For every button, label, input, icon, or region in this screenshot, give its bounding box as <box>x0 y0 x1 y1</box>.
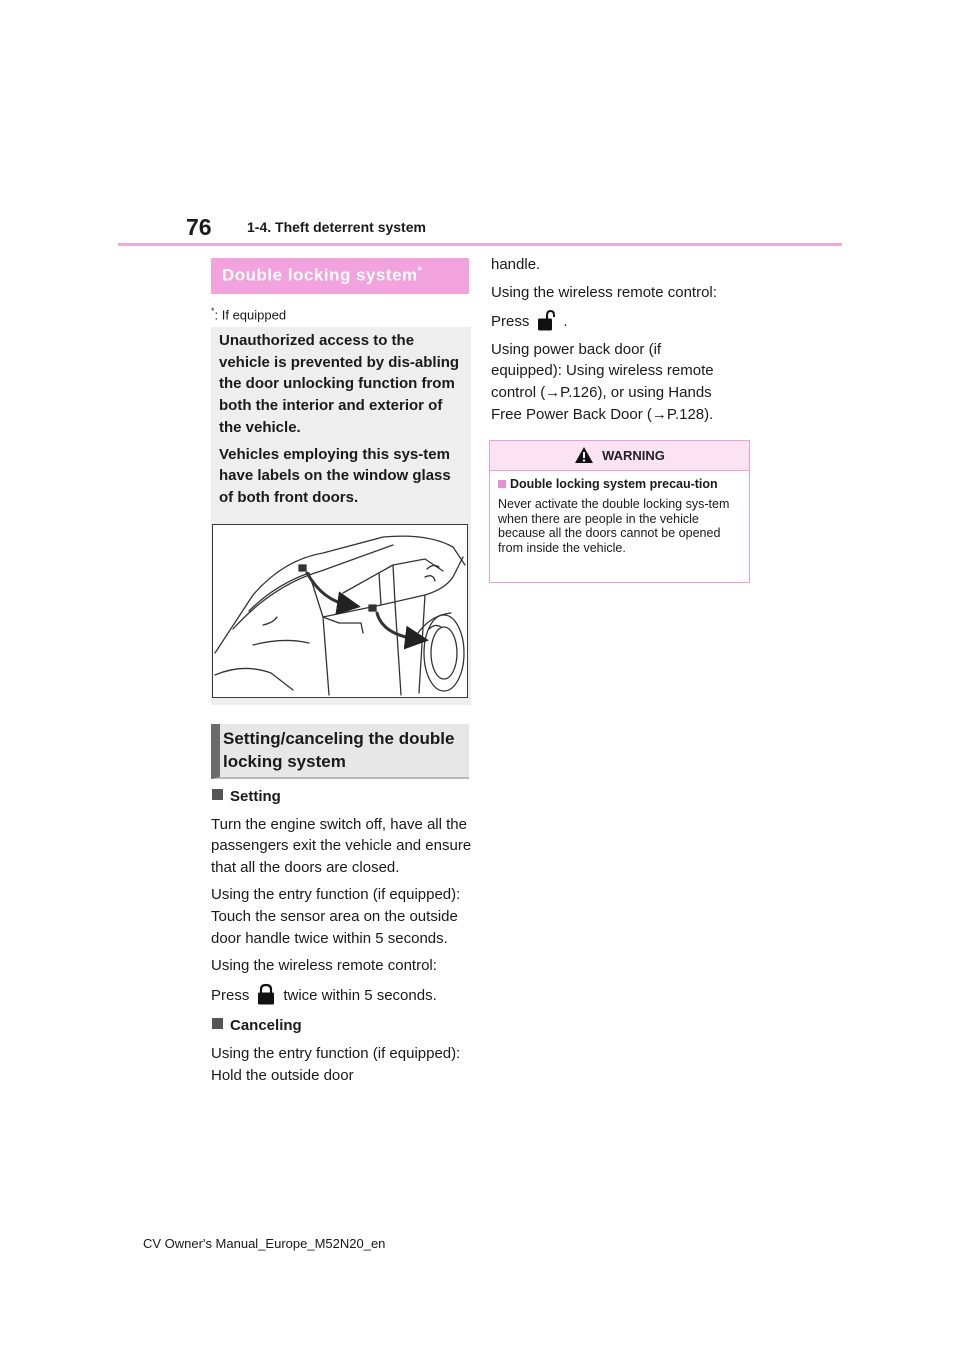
left-column-text <box>211 786 473 1092</box>
door-lock-illustration <box>212 524 468 698</box>
warning-text: Never activate the double locking sys-tem when there are people in the vehicle because all the doors cannot be opened from inside the vehicle. <box>498 497 730 555</box>
press-prefix: Press <box>211 986 250 1004</box>
section-title: 1-4. Theft deterrent system <box>247 219 426 235</box>
press-suffix: . <box>563 313 568 331</box>
square-bullet-icon <box>212 789 223 800</box>
square-bullet-icon <box>498 480 506 488</box>
setting-press-line <box>211 983 473 1007</box>
canceling-heading <box>211 1015 473 1037</box>
right-column-text <box>491 254 736 431</box>
setting-heading <box>211 786 473 808</box>
footnote-text: : If equipped <box>214 307 287 323</box>
unlock-icon <box>535 309 557 331</box>
warning-title <box>498 477 741 491</box>
intro-paragraph: Vehicles employing this sys-tem have labels on the window glass of both front doors. <box>219 445 451 506</box>
setting-paragraph: Using the wireless remote control: <box>211 957 437 975</box>
heading-footnote-marker: * <box>417 265 423 277</box>
warning-box <box>489 440 750 583</box>
setting-paragraph: Using the entry function (if equipped): Touch the sensor area on the outside door handle twice within 5 seconds. <box>211 886 461 947</box>
page-footer: CV Owner's Manual_Europe_M52N20_en <box>143 1236 386 1251</box>
setting-label: Setting <box>230 788 281 805</box>
page-number: 76 <box>186 214 212 240</box>
square-bullet-icon <box>212 1018 223 1029</box>
section-heading <box>211 258 469 294</box>
press-line <box>491 309 736 333</box>
continued-paragraph: handle. <box>491 256 541 273</box>
lock-icon <box>255 983 277 1005</box>
intro-text <box>219 330 467 514</box>
warning-header <box>490 441 749 471</box>
intro-paragraph: Unauthorized access to the vehicle is prevented by dis-abling the door unlocking function from both the interior and exterior of the vehicle. <box>219 332 460 436</box>
header-rule <box>118 243 842 246</box>
press-suffix: twice within 5 seconds. <box>283 986 437 1004</box>
footnote <box>211 306 286 322</box>
subsection-heading: Setting/canceling the double locking system <box>211 724 469 779</box>
warning-title-text: Double locking system precau-tion <box>510 477 718 491</box>
section-heading-text: Double locking system <box>222 265 418 285</box>
footnote-marker: * <box>211 306 215 316</box>
back-door-paragraph: Using power back door (if equipped): Using wireless remote control (→P.126), or using Hands Free Power Back Door (→P.128). <box>491 340 714 423</box>
remote-paragraph: Using the wireless remote control: <box>491 283 717 301</box>
car-illustration-svg <box>213 525 467 697</box>
press-prefix: Press <box>491 313 530 331</box>
warning-label: WARNING <box>602 448 665 463</box>
canceling-label: Canceling <box>230 1017 302 1035</box>
warning-triangle-icon <box>574 446 594 464</box>
setting-paragraph: Turn the engine switch off, have all the passengers exit the vehicle and ensure that all the doors are closed. <box>211 815 472 876</box>
canceling-paragraph: Using the entry function (if equipped): Hold the outside door <box>211 1044 461 1084</box>
